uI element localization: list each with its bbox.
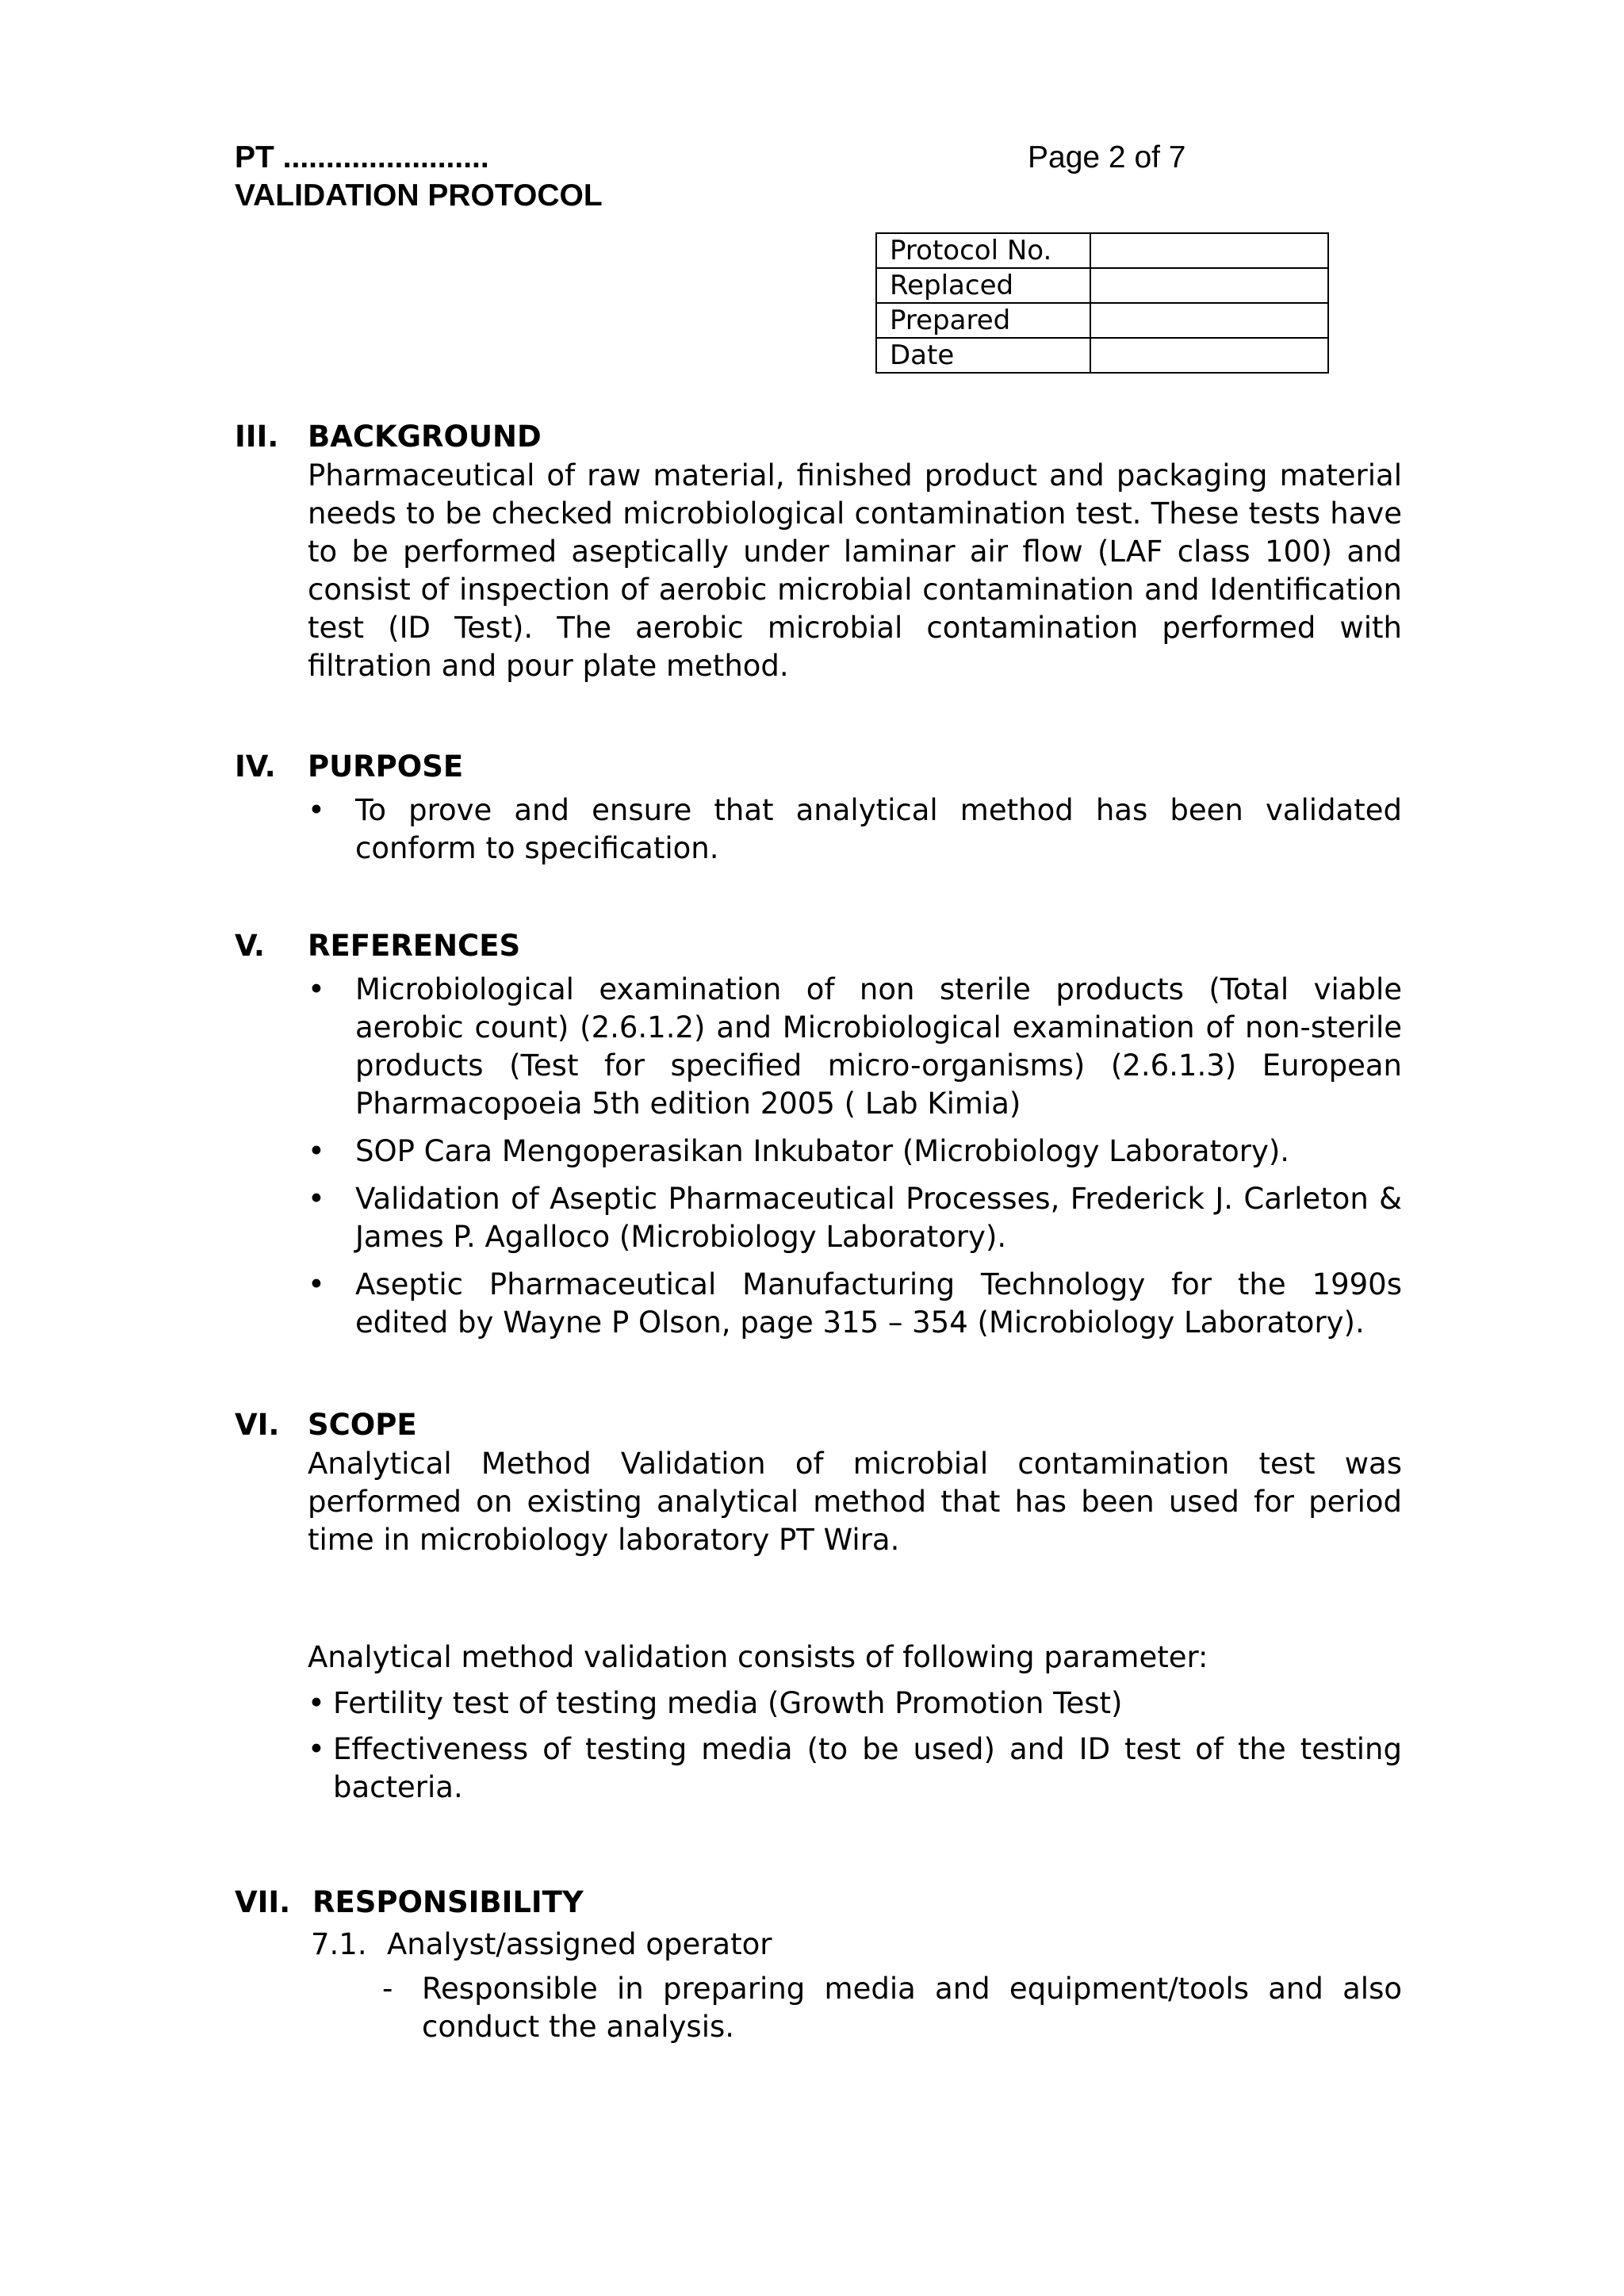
section-references	[235, 926, 1402, 1351]
section-number: VII.	[235, 1885, 291, 1919]
list-item	[308, 971, 1402, 1123]
section-title: PURPOSE	[308, 749, 464, 784]
replaced-value	[1090, 268, 1328, 303]
list-item-text: Fertility test of testing media (Growth Promotion Test)	[333, 1686, 1123, 1720]
replaced-label: Replaced	[876, 268, 1090, 303]
background-text: Pharmaceutical of raw material, finished product and packaging material needs to be checked microbiological contamination test. These tests have to be performed aseptically under laminar air flow (LAF class 100) and consist of inspection of aerobic microbial contamination and Identification test (ID Test). The aerobic microbial contamination performed with filtration and pour plate method.	[308, 458, 1402, 683]
section-title: BACKGROUND	[308, 420, 542, 454]
company-name: PT ........................	[235, 140, 489, 174]
table-row	[876, 233, 1328, 268]
list-item-text: SOP Cara Mengoperasikan Inkubator (Microbiology Laboratory).	[355, 1134, 1290, 1168]
list-item-text: Aseptic Pharmaceutical Manufacturing Technology for the 1990s edited by Wayne P Olson, page 315 – 354 (Microbiology Laboratory).	[355, 1267, 1402, 1340]
subsection-title: Analyst/assigned operator	[387, 1927, 772, 1961]
section-heading	[235, 417, 1402, 457]
bullet: •	[308, 1732, 325, 1766]
list-item	[308, 1266, 1402, 1342]
section-number: IV.	[235, 749, 276, 784]
list-item-text: To prove and ensure that analytical method has been validated conform to specification.	[355, 793, 1402, 865]
protocol-no-value	[1090, 233, 1328, 268]
bullet: •	[308, 1267, 325, 1301]
section-responsibility	[235, 1883, 1402, 2046]
table-row	[876, 338, 1328, 373]
table-row	[876, 268, 1328, 303]
section-background	[235, 417, 1402, 685]
scope-parameters-intro: Analytical method validation consists of following parameter:	[308, 1640, 1208, 1674]
list-item	[308, 1731, 1402, 1807]
section-title: REFERENCES	[308, 929, 521, 963]
scope-text: Analytical Method Validation of microbial contamination test was performed on existing analytical method that has been used for period time in microbiology laboratory PT Wira.	[308, 1447, 1402, 1557]
list-item-text: Effectiveness of testing media (to be used) and ID test of the testing bacteria.	[333, 1732, 1402, 1804]
section-heading	[235, 1883, 1402, 1922]
responsibility-detail-text: Responsible in preparing media and equipment/tools and also conduct the analysis.	[422, 1972, 1402, 2044]
protocol-no-label: Protocol No.	[876, 233, 1090, 268]
section-number: VI.	[235, 1408, 280, 1442]
bullet: •	[308, 972, 325, 1006]
scope-parameters-list	[308, 1685, 1402, 1807]
date-value	[1090, 338, 1328, 373]
responsibility-detail	[382, 1970, 1402, 2046]
section-number: V.	[235, 929, 265, 963]
bullet: •	[308, 793, 325, 827]
subsection-analyst	[311, 1926, 1402, 1965]
list-item	[308, 1180, 1402, 1256]
subsection-number: 7.1.	[311, 1927, 367, 1961]
section-title: SCOPE	[308, 1408, 417, 1442]
section-purpose	[235, 747, 1402, 877]
section-scope	[235, 1405, 1402, 1815]
document-title: VALIDATION PROTOCOL	[235, 178, 603, 213]
bullet: •	[308, 1686, 325, 1720]
references-list	[308, 971, 1402, 1342]
section-heading	[235, 1405, 1402, 1445]
list-item	[308, 1133, 1402, 1171]
list-item-text: Microbiological examination of non sterile products (Total viable aerobic count) (2.6.1.2) and Microbiological examination of non-sterile products (Test for specified micro-organisms) (2.6.1.3) European Pharmacopoeia 5th edition 2005 ( Lab Kimia)	[355, 972, 1402, 1121]
list-item	[308, 792, 1402, 868]
dash-marker: -	[382, 1972, 393, 2006]
section-heading	[235, 747, 1402, 787]
protocol-info-table	[875, 232, 1329, 374]
section-title: RESPONSIBILITY	[312, 1885, 584, 1919]
section-number: III.	[235, 420, 279, 454]
list-item	[308, 1685, 1402, 1723]
table-row	[876, 303, 1328, 338]
bullet: •	[308, 1182, 325, 1216]
date-label: Date	[876, 338, 1090, 373]
bullet: •	[308, 1134, 325, 1168]
section-heading	[235, 926, 1402, 966]
prepared-value	[1090, 303, 1328, 338]
page-number: Page 2 of 7	[1028, 140, 1186, 174]
purpose-list	[308, 792, 1402, 868]
prepared-label: Prepared	[876, 303, 1090, 338]
list-item-text: Validation of Aseptic Pharmaceutical Processes, Frederick J. Carleton & James P. Agalloco (Microbiology Laboratory).	[355, 1182, 1402, 1254]
